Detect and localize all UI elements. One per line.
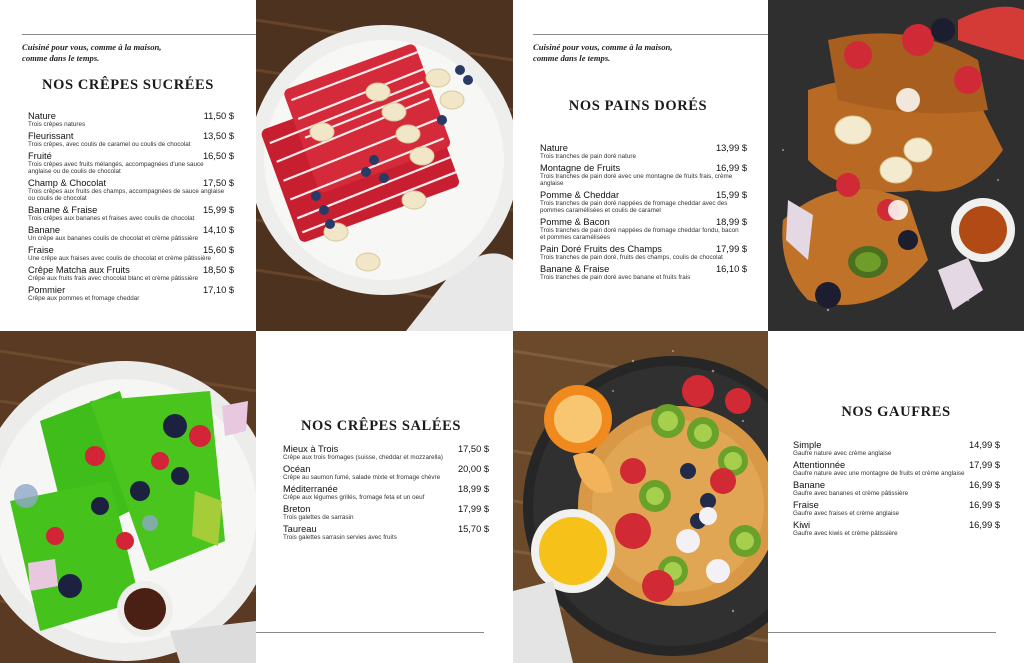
menu-item-header xyxy=(793,440,1000,450)
menu-item-description: Trois crêpes avec fruits mélangés, accompagnées d'une sauce anglaise ou de coulis de chocolat xyxy=(28,161,204,175)
menu-item xyxy=(540,264,747,281)
menu-item-name: Nature xyxy=(28,111,56,121)
menu-item xyxy=(540,244,747,261)
crepes-sucrees-photo xyxy=(256,0,513,331)
menu-item-name: Crêpe Matcha aux Fruits xyxy=(28,265,130,275)
menu-item-price: 17,50 $ xyxy=(202,178,234,188)
menu-item-header xyxy=(28,205,234,215)
menu-list xyxy=(28,111,234,305)
menu-item-price: 17,99 $ xyxy=(457,504,489,514)
menu-item-description: Trois crêpes, avec coulis de caramel ou coulis de chocolat xyxy=(28,141,191,148)
menu-item-header xyxy=(540,217,747,227)
menu-item xyxy=(283,524,489,541)
menu-item-name: Banane & Fraise xyxy=(28,205,98,215)
menu-item xyxy=(793,440,1000,457)
menu-item-name: Attentionnée xyxy=(793,460,846,470)
menu-item-description: Crêpe au saumon fumé, salade mixte et fromage chèvre xyxy=(283,474,441,481)
section-title: NOS CRÊPES SALÉES xyxy=(300,418,462,434)
menu-item-header xyxy=(28,285,234,295)
menu-item-name: Mieux à Trois xyxy=(283,444,339,454)
menu-item-name: Fruité xyxy=(28,151,52,161)
section-title: NOS PAINS DORÉS xyxy=(568,98,708,114)
menu-item xyxy=(28,178,234,202)
menu-item-description: Gaufre nature avec crème anglaise xyxy=(793,450,892,457)
menu-item-price: 16,99 $ xyxy=(715,163,747,173)
panel-pains-dores xyxy=(513,0,768,331)
menu-item-header xyxy=(28,111,234,121)
menu-item-description: Trois galettes de sarrasin xyxy=(283,514,354,521)
menu-list xyxy=(283,444,489,544)
menu-item-name: Fleurissant xyxy=(28,131,74,141)
menu-item-name: Banane xyxy=(793,480,826,490)
divider xyxy=(256,632,484,633)
menu-item-name: Breton xyxy=(283,504,311,514)
menu-item xyxy=(28,245,234,262)
menu-item-description: Trois tranches de pain doré nature xyxy=(540,153,637,160)
menu-item xyxy=(793,480,1000,497)
menu-item xyxy=(540,163,747,187)
menu-item-description: Trois tranches de pain doré avec une montagne de fruits frais, crème anglaise xyxy=(540,173,733,187)
menu-item xyxy=(28,131,234,148)
menu-item-price: 16,99 $ xyxy=(968,480,1000,490)
menu-item xyxy=(283,444,489,461)
panel-crepes-sucrees xyxy=(0,0,256,331)
menu-item-name: Montagne de Fruits xyxy=(540,163,621,173)
menu-item-price: 15,99 $ xyxy=(715,190,747,200)
menu-item-price: 17,50 $ xyxy=(457,444,489,454)
menu-item-header xyxy=(793,460,1000,470)
menu-item-header xyxy=(540,143,747,153)
menu-item-description: Trois tranches de pain doré avec banane et fruits frais xyxy=(540,274,691,281)
menu-item-name: Pommier xyxy=(28,285,66,295)
menu-item-name: Pomme & Bacon xyxy=(540,217,610,227)
menu-item-price: 13,99 $ xyxy=(715,143,747,153)
menu-item-description: Gaufre nature avec une montagne de fruits et crème anglaise xyxy=(793,470,965,477)
menu-item-header xyxy=(793,520,1000,530)
menu-item-name: Fraise xyxy=(793,500,819,510)
menu-item-header xyxy=(283,484,489,494)
menu-item-description: Trois crêpes natures xyxy=(28,121,86,128)
menu-item-description: Crêpe aux fruits frais avec chocolat blanc et crème pâtissière xyxy=(28,275,199,282)
menu-item-header xyxy=(28,265,234,275)
menu-item-header xyxy=(540,190,747,200)
menu-item xyxy=(28,205,234,222)
crepe-matcha-photo xyxy=(0,331,256,663)
menu-item-header xyxy=(283,524,489,534)
menu-item-price: 16,50 $ xyxy=(202,151,234,161)
menu-item-name: Océan xyxy=(283,464,311,474)
pain-dore-photo xyxy=(768,0,1024,331)
menu-item xyxy=(540,143,747,160)
gaufre-photo xyxy=(513,331,768,663)
menu-item xyxy=(283,464,489,481)
menu-item-description: Gaufre avec fraises et crème anglaise xyxy=(793,510,900,517)
menu-item-description: Un crêpe aux bananes coulis de chocolat et crème pâtissière xyxy=(28,235,199,242)
menu-item xyxy=(283,504,489,521)
menu-item-name: Fraise xyxy=(28,245,54,255)
menu-item-description: Une crêpe aux fraises avec coulis de chocolat et crème pâtissière xyxy=(28,255,212,262)
section-title: NOS CRÊPES SUCRÉES xyxy=(42,77,214,93)
menu-item-price: 16,10 $ xyxy=(715,264,747,274)
menu-item-description: Trois crêpes aux fruits des champs, accompagnées de sauce anglaise ou coulis de chocolat xyxy=(28,188,225,202)
menu-item xyxy=(793,520,1000,537)
menu-item-name: Taureau xyxy=(283,524,317,534)
menu-item-price: 18,50 $ xyxy=(202,265,234,275)
menu-item xyxy=(28,285,234,302)
menu-item-description: Crêpe aux pommes et fromage cheddar xyxy=(28,295,140,302)
menu-item-description: Gaufre avec bananes et crème pâtissière xyxy=(793,490,909,497)
tagline: Cuisiné pour vous, comme à la maison, comme dans le temps. xyxy=(22,42,162,63)
menu-item-name: Kiwi xyxy=(793,520,811,530)
menu-item-header xyxy=(28,245,234,255)
menu-item-name: Champ & Chocolat xyxy=(28,178,107,188)
menu-item-name: Méditerranée xyxy=(283,484,338,494)
menu-item-header xyxy=(540,244,747,254)
menu-item-price: 15,60 $ xyxy=(202,245,234,255)
menu-item-description: Crêpe aux légumes grillés, fromage feta et un oeuf xyxy=(283,494,425,501)
menu-item-price: 17,99 $ xyxy=(715,244,747,254)
menu-item xyxy=(28,111,234,128)
menu-list xyxy=(540,143,747,284)
menu-item-description: Trois tranches de pain doré nappées de fromage cheddar fondu, bacon et pommes caramélisées xyxy=(540,227,739,241)
menu-item-price: 15,70 $ xyxy=(457,524,489,534)
menu-item-name: Banane xyxy=(28,225,61,235)
menu-item-name: Simple xyxy=(793,440,822,450)
menu-item-header xyxy=(283,464,489,474)
menu-item xyxy=(793,460,1000,477)
menu-item-header xyxy=(28,131,234,141)
menu-list xyxy=(793,440,1000,540)
menu-item-price: 18,99 $ xyxy=(715,217,747,227)
menu-item-name: Pomme & Cheddar xyxy=(540,190,620,200)
menu-item-price: 14,99 $ xyxy=(968,440,1000,450)
menu-item-price: 17,99 $ xyxy=(968,460,1000,470)
menu-item-price: 14,10 $ xyxy=(202,225,234,235)
menu-item-price: 11,50 $ xyxy=(203,111,234,121)
menu-item-description: Trois tranches de pain doré nappées de fromage cheddar avec des pommes caramélisées et coulis de caramel xyxy=(540,200,728,214)
menu-item-header xyxy=(28,178,234,188)
section-title: NOS GAUFRES xyxy=(841,404,951,420)
menu-item xyxy=(793,500,1000,517)
menu-item xyxy=(540,217,747,241)
menu-item-name: Nature xyxy=(540,143,568,153)
menu-item-header xyxy=(540,264,747,274)
menu-item-description: Crêpe aux trois fromages (suisse, cheddar et mozzarella) xyxy=(283,454,443,461)
menu-item-header xyxy=(283,504,489,514)
menu-item-header xyxy=(793,480,1000,490)
menu-item xyxy=(540,190,747,214)
menu-item-price: 20,00 $ xyxy=(457,464,489,474)
menu-item-price: 18,99 $ xyxy=(457,484,489,494)
menu-item-price: 16,99 $ xyxy=(968,520,1000,530)
menu-item-header xyxy=(28,225,234,235)
panel-crepes-salees xyxy=(256,331,513,663)
divider xyxy=(768,632,996,633)
menu-item-name: Pain Doré Fruits des Champs xyxy=(540,244,662,254)
menu-item-header xyxy=(28,151,234,161)
menu-item xyxy=(28,225,234,242)
menu-item-price: 16,99 $ xyxy=(968,500,1000,510)
menu-item xyxy=(283,484,489,501)
menu-item xyxy=(28,265,234,282)
menu-item-description: Trois crêpes aux bananes et fraises avec coulis de chocolat xyxy=(28,215,195,222)
tagline: Cuisiné pour vous, comme à la maison, comme dans le temps. xyxy=(533,42,673,63)
menu-item xyxy=(28,151,234,175)
menu-item-price: 15,99 $ xyxy=(202,205,234,215)
menu-item-description: Gaufre avec kiwis et crème pâtissière xyxy=(793,530,898,537)
menu-item-name: Banane & Fraise xyxy=(540,264,610,274)
panel-gaufres xyxy=(768,331,1024,663)
menu-item-price: 17,10 $ xyxy=(202,285,234,295)
menu-item-header xyxy=(540,163,747,173)
menu-item-price: 13,50 $ xyxy=(202,131,234,141)
menu-item-header xyxy=(793,500,1000,510)
menu-item-description: Trois tranches de pain doré, fruits des champs, coulis de chocolat xyxy=(540,254,723,261)
menu-item-description: Trois galettes sarrasin servies avec fruits xyxy=(283,534,397,541)
menu-item-header xyxy=(283,444,489,454)
